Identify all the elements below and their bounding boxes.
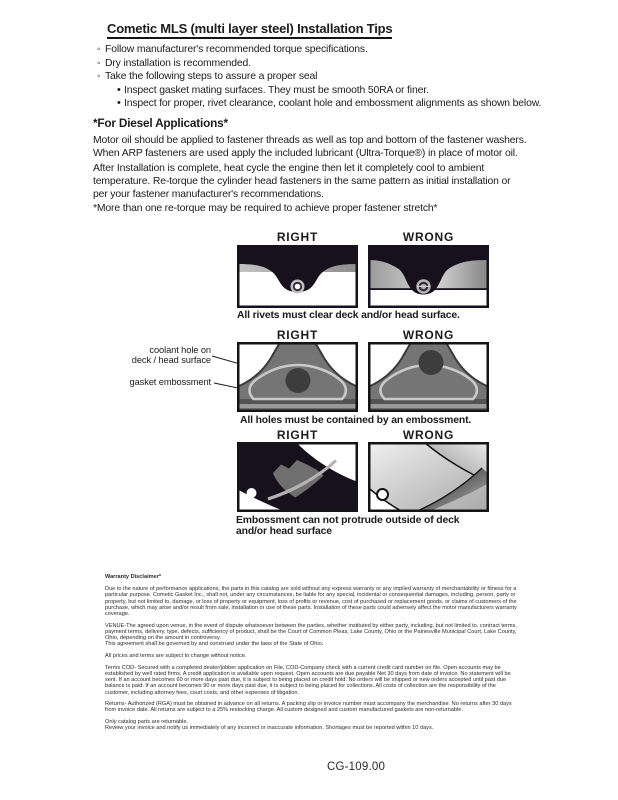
annotation-line: deck / head surface <box>131 355 211 366</box>
tip-text: Dry installation is recommended. <box>105 57 251 69</box>
legal-block <box>105 574 518 737</box>
bolt-hole <box>377 489 388 500</box>
fig1-right-diagram <box>237 245 358 308</box>
tip-text: Follow manufacturer's recommended torque specifications. <box>105 44 368 55</box>
returns-paragraph: Returns- Authorized (RGA) must be obtained in advance on all returns. A packing slip or invoice number must accompany the merchandise. No returns after 30 days from invoice date. All returns are subject to a 25% restocking charge. All custom designed and custom manufactured gaskets are non-returnable. <box>105 701 512 714</box>
protrude-wrong-diagram <box>368 442 489 512</box>
fig3-right-diagram <box>237 442 358 512</box>
bullet-icon: ◦ <box>97 57 101 69</box>
fig2-wrong-diagram <box>368 342 489 412</box>
fig2-right-label: RIGHT <box>276 328 319 342</box>
annotation-line: coolant hole on <box>149 345 211 355</box>
fig1-wrong-label: WRONG <box>402 230 455 244</box>
bullet-icon: • <box>117 97 121 110</box>
diesel-paragraph: After Installation is complete, heat cycle the engine then let it completely cool to ambient temperature. Re-torque the cylinder head fasteners in the same pattern as initial installation or per your fastener manufacturer's recommendations. <box>93 163 511 200</box>
fig3-right-label: RIGHT <box>276 428 319 442</box>
bullet-icon: ◦ <box>97 44 101 55</box>
fig3-wrong-label: WRONG <box>402 428 455 442</box>
tip-text: Inspect for proper, rivet clearance, coolant hole and embossment alignments as shown below. <box>124 98 542 110</box>
venue-paragraph: VENUE-The agreed upon venue, in the event of dispute whatsoever between the parties, whether instituted by either party, including, but not limited to, contract terms, payment terms, delivery, type, defects, sufficiency of product, shall be the Court of Common Pleas, Lake County, Ohio or the Painesville Municipal Court, Lake County, Ohio, depending on the amount in controversy. <box>105 622 517 642</box>
gasket-embossment-annotation: gasket embossment <box>129 377 211 387</box>
caption-line: Embossment can not protrude outside of deck <box>236 515 460 526</box>
diesel-heading: *For Diesel Applications* <box>93 116 228 130</box>
embossment-right-diagram <box>237 342 358 412</box>
list-item <box>97 70 605 84</box>
tip-text: Take the following steps to assure a proper seal <box>105 71 318 83</box>
fig1-wrong-diagram <box>368 245 489 308</box>
rivet-icon <box>416 279 430 293</box>
prices-line: All prices and terms are subject to change without notice. <box>105 653 247 660</box>
catalog-line: Only catalog parts are returnable. <box>105 719 189 726</box>
fig1-caption: All rivets must clear deck and/or head surface. <box>237 310 460 321</box>
coolant-hole <box>419 350 444 375</box>
list-item <box>97 57 605 71</box>
bullet-icon: • <box>117 83 121 96</box>
page-title: Cometic MLS (multi layer steel) Installation Tips <box>107 21 392 39</box>
agreement-line: This agreement shall be governed by and construed under the laws of the State of Ohio. <box>105 641 324 648</box>
rivet-icon <box>291 280 305 294</box>
tips-list <box>97 43 605 111</box>
fig2-caption: All holes must be contained by an embossment. <box>240 415 472 426</box>
rivet-right-diagram <box>237 245 358 308</box>
warranty-paragraph: Due to the nature of performance applications, the parts in this catalog are sold without any express warranty or any implied warranty of merchantability or fitness for a particular purpose. Cometic Gasket Inc., shall not, under any circumstances, be liable for any special, incidental or consequential damages, including, person, party or property, but not limited to, damage, or loss of property or equipment, loss of profits or revenue, cost of purchased or replacement goods, or claims of customers of the purchase, which may arise and/or result from sale, installation or use of these parts. Installation of these parts could adversely affect the motor manufacturers warranty coverage. <box>105 586 517 618</box>
protrude-right-diagram <box>237 442 358 512</box>
diesel-paragraph: Motor oil should be applied to fastener threads as well as top and bottom of the fastener washers. When ARP fasteners are used apply the included lubricant (Ultra-Torque®) in place of motor oil. <box>93 135 527 159</box>
fig1-right-label: RIGHT <box>276 230 319 244</box>
rivet-wrong-diagram <box>368 245 489 308</box>
bullet-icon: ◦ <box>97 71 101 83</box>
fig3-wrong-diagram <box>368 442 489 512</box>
fig3-caption <box>236 515 516 537</box>
coolant-hole <box>286 368 311 393</box>
terms-paragraph: Terms COD- Secured with a completed dealer/jobber application on File, COD-Company check with a current credit card number on file. Open accounts may be established by well rated firms. A credit application is available upon request. Open accounts are due payable Net 30 days from date of invoice. No statement will be sent. If an account becomes 60 or more days past due, it is subject to being placed on credit hold. No orders will be shipped or new orders accepted until past due balance is paid. If an account becomes 90 or more days past due, it is subject to being placed for collections. All costs of collection are the responsibility of the customer, including attorney fees, court costs, and other expenses of litigation. <box>105 664 511 696</box>
retorque-note: *More than one re-torque may be required to achieve proper fastener stretch* <box>93 203 438 214</box>
list-item <box>97 97 605 111</box>
list-item <box>97 84 605 98</box>
review-line: Review your invoice and notify us immediately of any incorrect or inaccurate information. Shortages must be reported within 10 days. <box>105 725 434 732</box>
fig2-wrong-label: WRONG <box>402 328 455 342</box>
page-code: CG-109.00 <box>327 761 386 773</box>
list-item <box>97 43 605 57</box>
caption-line: and/or head surface <box>236 526 332 537</box>
bolt-hole <box>247 488 257 498</box>
warranty-disclaimer-heading: Warranty Disclaimer* <box>105 574 162 580</box>
fig2-right-diagram <box>237 342 358 412</box>
embossment-wrong-diagram <box>368 342 489 412</box>
tip-text: Inspect gasket mating surfaces. They must be smooth 50RA or finer. <box>124 84 429 96</box>
